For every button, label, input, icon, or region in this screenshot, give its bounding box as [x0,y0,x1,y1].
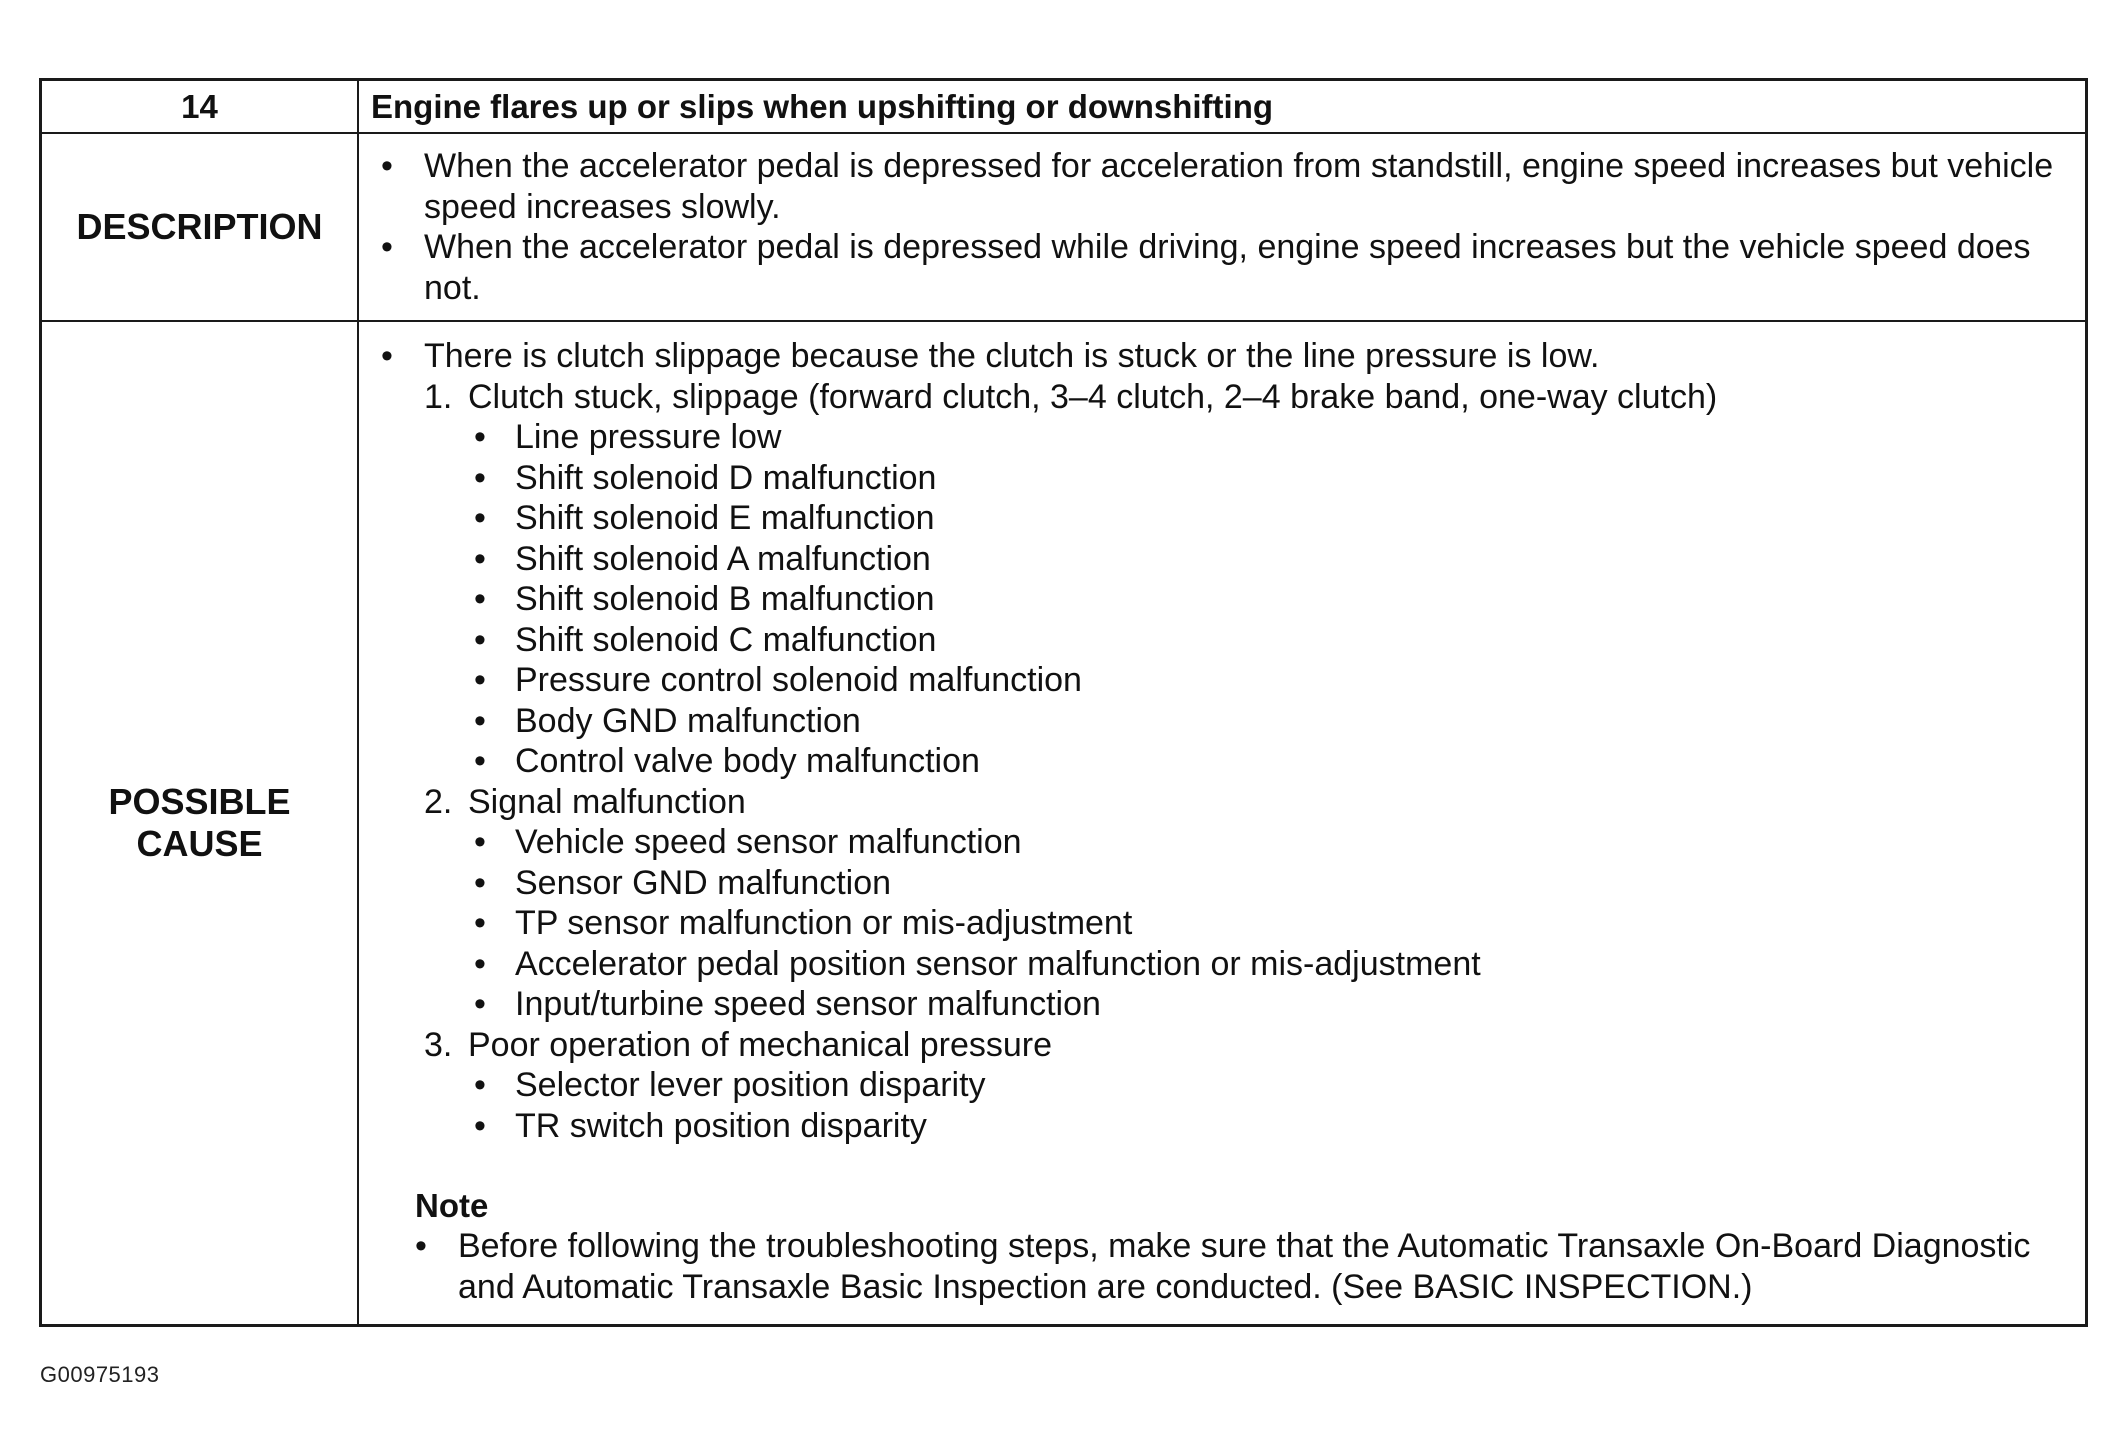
possible-cause-content [358,321,2085,1324]
possible-cause-label-line2: CAUSE [136,823,263,864]
cause-intro: • There is clutch slippage because the clutch is stuck or the line pressure is low. [359,336,2065,377]
troubleshooting-table [42,81,2085,1324]
possible-cause-label [42,321,358,1324]
description-label: DESCRIPTION [42,133,358,321]
cause-group-2 [424,782,2065,1025]
note-list [415,1226,2065,1307]
cause-group-title: Poor operation of mechanical pressure [468,1025,1052,1064]
description-item: • When the accelerator pedal is depressed for acceleration from standstill, engine speed increases but vehicle speed increases slowly. [359,146,2065,227]
cause-item: • Shift solenoid E malfunction [468,498,2065,539]
cause-item: • Shift solenoid D malfunction [468,458,2065,499]
cause-item: • Accelerator pedal position sensor malfunction or mis-adjustment [468,944,2065,985]
cause-group-number: 2. [424,782,453,821]
cause-group-items [468,822,2065,1025]
troubleshooting-table-frame [39,78,2088,1327]
possible-cause-row [42,321,2085,1324]
note-title: Note [415,1187,489,1224]
cause-item: • Shift solenoid C malfunction [468,620,2065,661]
cause-item: • Line pressure low [468,417,2065,458]
cause-groups [424,377,2065,1147]
cause-item: • Shift solenoid B malfunction [468,579,2065,620]
cause-group-1 [424,377,2065,782]
cause-item: • Input/turbine speed sensor malfunction [468,984,2065,1025]
cause-group-number: 1. [424,377,453,416]
cause-item: • Vehicle speed sensor malfunction [468,822,2065,863]
cause-item: • Selector lever position disparity [468,1065,2065,1106]
trouble-number: 14 [42,81,358,133]
cause-intro-list [359,336,2065,377]
figure-id: G00975193 [40,1362,160,1387]
description-list [359,146,2065,308]
cause-item: • Sensor GND malfunction [468,863,2065,904]
description-row [42,133,2085,321]
possible-cause-label-line1: POSSIBLE [108,781,291,822]
cause-item: • Body GND malfunction [468,701,2065,742]
table-header-row [42,81,2085,133]
note-text: • Before following the troubleshooting steps, make sure that the Automatic Transaxle On-Board Diagnostic and Automatic Transaxle Basic Inspection are conducted. (See BASIC INSPECTION.) [415,1226,2065,1307]
cause-group-items [468,417,2065,782]
cause-group-items [468,1065,2065,1146]
note-block [415,1186,2065,1307]
cause-item: • Pressure control solenoid malfunction [468,660,2065,701]
cause-item: • TR switch position disparity [468,1106,2065,1147]
cause-group-number: 3. [424,1025,453,1064]
cause-group-3 [424,1025,2065,1147]
description-item: • When the accelerator pedal is depressed while driving, engine speed increases but the vehicle speed does not. [359,227,2065,308]
cause-item: • Control valve body malfunction [468,741,2065,782]
cause-group-title: Signal malfunction [468,782,746,821]
trouble-title: Engine flares up or slips when upshifting or downshifting [358,81,2085,133]
cause-item: • TP sensor malfunction or mis-adjustment [468,903,2065,944]
description-content [358,133,2085,321]
cause-group-title: Clutch stuck, slippage (forward clutch, 3–4 clutch, 2–4 brake band, one-way clutch) [468,377,1718,416]
cause-item: • Shift solenoid A malfunction [468,539,2065,580]
